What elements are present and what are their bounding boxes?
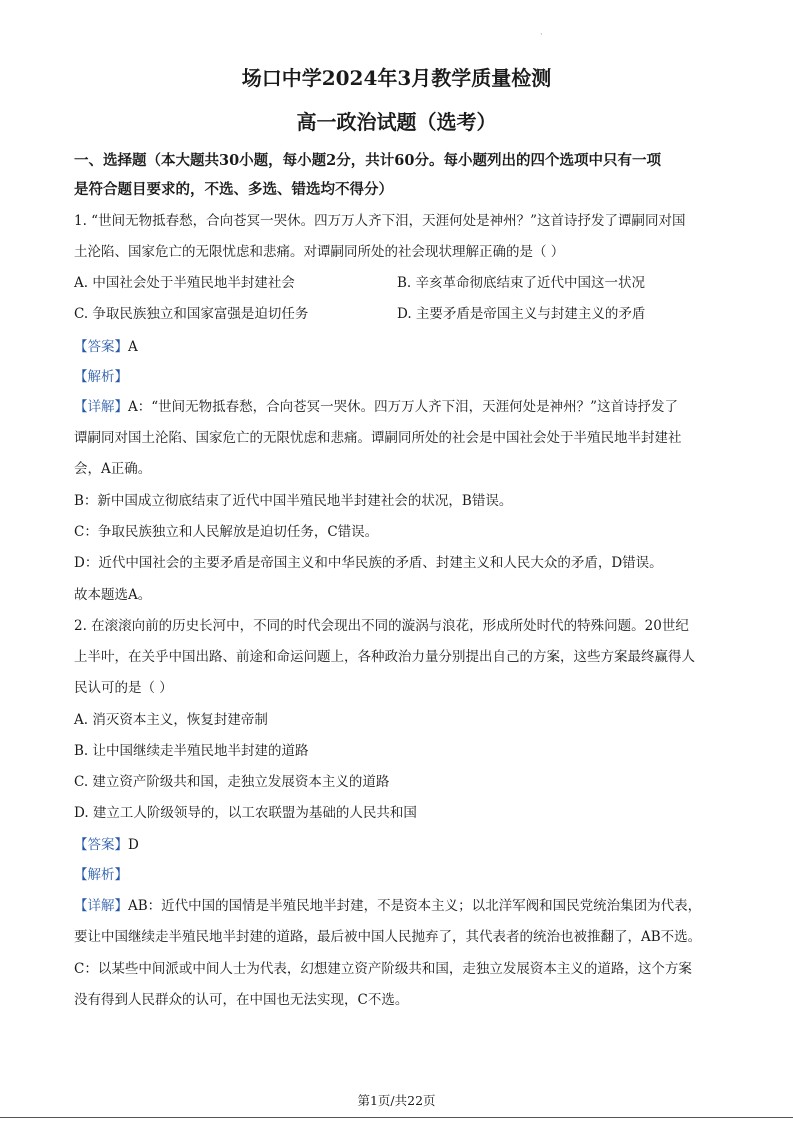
q1-stem-line2: 土沦陷、国家危亡的无限忧虑和悲痛。对谭嗣同所处的社会现状理解正确的是（ ） (74, 244, 565, 260)
page-number: 第1页/共22页 (357, 1093, 436, 1108)
page-subtitle: 高一政治试题（选考） (296, 110, 497, 134)
q2-detail-line2: 要让中国继续走半殖民地半封建的道路，最后被中国人民抛弃了，其代表者的统治也被推翻了，AB不选。 (74, 929, 702, 945)
q1-stem-line1: 1. “世间无物抵春愁，合向苍冥一哭休。四万万人齐下泪，天涯何处是神州？”这首诗抒发了谭嗣同对国 (74, 213, 686, 229)
answer-label: 【答案】 (74, 339, 128, 355)
q2-option-c: C. 建立资产阶级共和国，走独立发展资本主义的道路 (74, 774, 390, 790)
q2-option-d: D. 建立工人阶级领导的，以工农联盟为基础的人民共和国 (74, 805, 417, 821)
q2-answer (74, 836, 733, 854)
section-heading-line1: 一、选择题（本大题共30小题，每小题2分，共计60分。每小题列出的四个选项中只有一项 (74, 152, 661, 169)
q2-analysis (74, 866, 733, 884)
page-title: 场口中学2024年3月教学质量检测 (241, 66, 552, 90)
q1-detail-b: B：新中国成立彻底结束了近代中国半殖民地半封建社会的状况，B错误。 (74, 493, 513, 509)
q2-stem-line2: 上半叶，在关乎中国出路、前途和命运问题上，各种政治力量分别提出自己的方案，这些方案最终赢得人 (74, 649, 695, 665)
q1-answer (74, 338, 733, 356)
section-heading-line2: 是符合题目要求的，不选、多选、错选均不得分） (74, 181, 393, 198)
q1-option-a: A. 中国社会处于半殖民地半封建社会 (74, 275, 295, 291)
q1-option-b: B. 辛亥革命彻底结束了近代中国这一状况 (397, 275, 646, 291)
q1-detail-line3: 会，A正确。 (74, 461, 152, 477)
q1-detail-line1 (74, 398, 733, 416)
detail-text: AB：近代中国的国情是半殖民地半封建，不是资本主义；以北洋军阀和国民党统治集团为代表， (128, 898, 702, 914)
q2-option-b: B. 让中国继续走半殖民地半封建的道路 (74, 743, 309, 759)
answer-value: D (128, 837, 139, 853)
analysis-label: 【解析】 (74, 867, 128, 883)
q1-conclusion: 故本题选A。 (74, 587, 152, 603)
detail-text: A：“世间无物抵春愁，合向苍冥一哭休。四万万人齐下泪，天涯何处是神州？”这首诗抒发了 (128, 399, 679, 415)
q2-stem-line1: 2. 在滚滚向前的历史长河中，不同的时代会现出不同的漩涡与浪花，形成所处时代的特殊问题。20世纪 (74, 618, 689, 634)
answer-value: A (128, 339, 138, 355)
q2-detail-line3: C：以某些中间派或中间人士为代表，幻想建立资产阶级共和国，走独立发展资本主义的道路，这个方案 (74, 961, 692, 977)
q2-detail-line4: 没有得到人民群众的认可，在中国也无法实现，C不选。 (74, 992, 409, 1008)
detail-label: 【详解】 (74, 399, 128, 415)
q1-analysis (74, 368, 733, 386)
q2-stem-line3: 民认可的是（ ） (74, 680, 173, 696)
q1-detail-line2: 谭嗣同对国土沦陷、国家危亡的无限忧虑和悲痛。谭嗣同所处的社会是中国社会处于半殖民地半封建社 (74, 430, 682, 446)
analysis-label: 【解析】 (74, 369, 128, 385)
footer-divider (0, 1117, 793, 1118)
scan-dot: · (540, 30, 543, 39)
q1-detail-c: C：争取民族独立和人民解放是迫切任务，C错误。 (74, 524, 379, 540)
q1-option-c: C. 争取民族独立和国家富强是迫切任务 (74, 306, 309, 322)
q1-detail-d: D：近代中国社会的主要矛盾是帝国主义和中华民族的矛盾、封建主义和人民大众的矛盾，D错误。 (74, 555, 663, 571)
answer-label: 【答案】 (74, 837, 128, 853)
q1-option-d: D. 主要矛盾是帝国主义与封建主义的矛盾 (397, 306, 646, 322)
q2-option-a: A. 消灭资本主义，恢复封建帝制 (74, 712, 268, 728)
detail-label: 【详解】 (74, 898, 128, 914)
q2-detail-line1 (74, 897, 733, 915)
